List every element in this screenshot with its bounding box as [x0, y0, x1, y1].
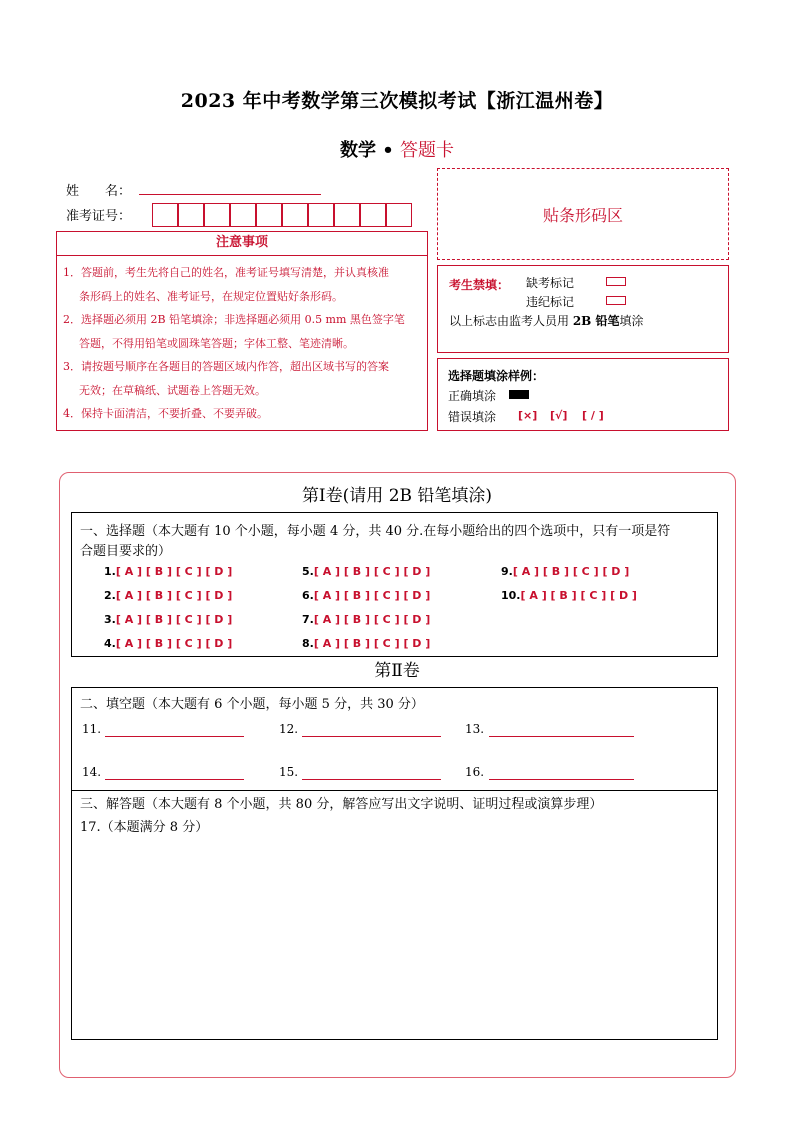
violation-mark-label: 违纪标记	[526, 295, 575, 309]
absent-mark-box[interactable]	[606, 277, 626, 286]
notice-item: 2．选择题必须用 2B 铅笔填涂；非选择题必须用 0.5 mm 黑色签字笔 答题，不得用铅笔或圆珠笔答题；字体工整、笔迹清晰。	[63, 313, 405, 350]
blank-number-13: 13.	[465, 722, 485, 736]
barcode-area	[437, 168, 729, 260]
blank-answer-16[interactable]	[489, 779, 634, 780]
blank-answer-14[interactable]	[105, 779, 244, 780]
choice-row-q6[interactable]: 6.[ A ] [ B ] [ C ] [ D ]	[302, 589, 431, 602]
examiner-note: 以上标志由监考人员用 2B 铅笔填涂	[449, 314, 644, 328]
exam-id-digit-box[interactable]	[204, 203, 230, 227]
blank-answer-13[interactable]	[489, 736, 634, 737]
part2-title: 第Ⅱ卷	[374, 661, 420, 681]
multiple-choice-heading-line1: 一、选择题（本大题有 10 个小题，每小题 4 分，共 40 分.在每小题给出的四个选项中，只有一项是符	[80, 524, 671, 539]
subtitle-subject: 数学 •	[339, 140, 401, 161]
exam-id-digit-box[interactable]	[386, 203, 412, 227]
examiner-only-box	[437, 265, 729, 353]
exam-id-digit-box[interactable]	[256, 203, 282, 227]
blank-number-14: 14.	[82, 765, 102, 779]
choice-row-q1[interactable]: 1.[ A ] [ B ] [ C ] [ D ]	[104, 565, 233, 578]
notice-item: 4．保持卡面清洁，不要折叠、不要弄破。	[63, 407, 268, 420]
solution-heading: 三、解答题（本大题有 8 个小题，共 80 分，解答应写出文字说明、证明过程或演算步理）	[80, 797, 603, 812]
exam-id-digit-box[interactable]	[282, 203, 308, 227]
barcode-label: 贴条形码区	[542, 205, 623, 225]
part1-title: 第Ⅰ卷(请用 2B 铅笔填涂)	[301, 486, 493, 506]
notice-item: 3．请按题号顺序在各题目的答题区域内作答，超出区域书写的答案 无效；在草稿纸、试题卷上答题无效。	[63, 360, 389, 397]
fill-in-heading: 二、填空题（本大题有 6 个小题，每小题 5 分，共 30 分）	[80, 697, 424, 712]
correct-fill-sample	[509, 390, 529, 399]
examiner-only-label: 考生禁填：	[449, 278, 510, 292]
blank-answer-15[interactable]	[302, 779, 441, 780]
exam-id-digit-box[interactable]	[360, 203, 386, 227]
multiple-choice-heading-line2: 合题目要求的）	[80, 544, 172, 559]
name-label: 姓 名：	[66, 184, 132, 199]
choice-row-q9[interactable]: 9.[ A ] [ B ] [ C ] [ D ]	[501, 565, 630, 578]
choice-row-q10[interactable]: 10.[ A ] [ B ] [ C ] [ D ]	[501, 589, 637, 602]
blank-answer-12[interactable]	[302, 736, 441, 737]
exam-id-label: 准考证号：	[66, 209, 132, 224]
fill-in-section	[71, 687, 718, 791]
page-subtitle	[0, 136, 794, 162]
absent-mark-label: 缺考标记	[526, 276, 575, 290]
choice-row-q7[interactable]: 7.[ A ] [ B ] [ C ] [ D ]	[302, 613, 431, 626]
violation-mark-box[interactable]	[606, 296, 626, 305]
exam-id-digit-box[interactable]	[334, 203, 360, 227]
wrong-fill-sample-cross: [×]	[518, 409, 538, 422]
choice-row-q5[interactable]: 5.[ A ] [ B ] [ C ] [ D ]	[302, 565, 431, 578]
choice-row-q3[interactable]: 3.[ A ] [ B ] [ C ] [ D ]	[104, 613, 233, 626]
fill-sample-box	[437, 358, 729, 431]
blank-answer-11[interactable]	[105, 736, 244, 737]
exam-id-digit-box[interactable]	[230, 203, 256, 227]
question-17-label: 17.（本题满分 8 分）	[80, 820, 209, 835]
choice-row-q4[interactable]: 4.[ A ] [ B ] [ C ] [ D ]	[104, 637, 233, 650]
wrong-fill-sample-check: [√]	[550, 409, 568, 422]
blank-number-16: 16.	[465, 765, 485, 779]
wrong-fill-label: 错误填涂	[448, 410, 497, 424]
blank-number-12: 12.	[279, 722, 299, 736]
blank-number-11: 11.	[82, 722, 102, 736]
correct-fill-label: 正确填涂	[448, 389, 497, 403]
subtitle-card: 答题卡	[400, 140, 455, 161]
fill-sample-label: 选择题填涂样例：	[448, 369, 545, 383]
exam-id-digit-box[interactable]	[308, 203, 334, 227]
choice-row-q2[interactable]: 2.[ A ] [ B ] [ C ] [ D ]	[104, 589, 233, 602]
notice-box	[56, 256, 428, 431]
multiple-choice-section	[71, 512, 718, 657]
choice-row-q8[interactable]: 8.[ A ] [ B ] [ C ] [ D ]	[302, 637, 431, 650]
solution-section[interactable]	[71, 790, 718, 1040]
exam-id-digit-box[interactable]	[152, 203, 178, 227]
wrong-fill-sample-slash: [ / ]	[582, 409, 604, 422]
notice-heading: 注意事项	[56, 231, 428, 256]
name-field[interactable]	[139, 194, 321, 195]
exam-id-digit-box[interactable]	[178, 203, 204, 227]
page-title: 2023 年中考数学第三次模拟考试【浙江温州卷】	[180, 90, 614, 112]
blank-number-15: 15.	[279, 765, 299, 779]
notice-item: 1．答题前，考生先将自己的姓名，准考证号填写清楚，并认真核准 条形码上的姓名、准考证号，在规定位置贴好条形码。	[63, 266, 389, 303]
